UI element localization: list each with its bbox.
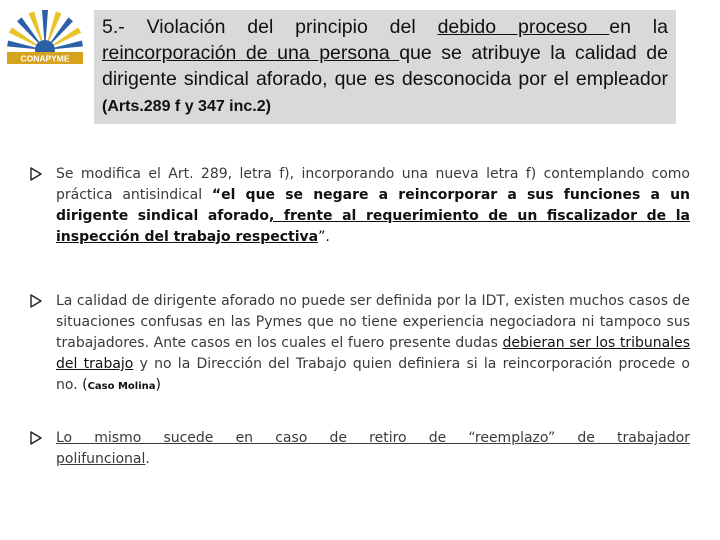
bullet-item: La calidad de dirigente aforado no puede ser definida por la IDT, existen muchos casos de situaciones confusas en las Pymes que no tiene experiencia negociadora ni tampoco sus trabajadores. Ante casos en los cuales el fuero presente dudas debieran ser los tribunales del trabajo y no la Dirección del Trabajo quien definiera si la reincorporación procede o no. (Caso Molina) <box>30 291 690 397</box>
arrow-bullet-icon <box>28 166 44 182</box>
conapyme-logo <box>4 2 86 68</box>
slide-title: 5.- Violación del principio del debido proceso en la reincorporación de una persona que se atribuye la calidad de dirigente sindical aforado, que es desconocida por el empleador (Arts.289 f y 347 inc.2) <box>102 16 668 115</box>
arrow-bullet-icon <box>28 293 44 309</box>
slide-title-box <box>94 10 676 124</box>
arrow-bullet-icon <box>28 430 44 446</box>
article-references: (Arts.289 f y 347 inc.2) <box>102 98 271 115</box>
svg-text:CONAPYME: CONAPYME <box>20 53 70 64</box>
bullet-item: Lo mismo sucede en caso de retiro de “reemplazo” de trabajador polifuncional. <box>30 428 690 470</box>
bullet-item: Se modifica el Art. 289, letra f), incorporando una nueva letra f) contemplando como práctica antisindical “el que se negare a reincorporar a sus funciones a un dirigente sindical aforado, frente al requerimiento de un fiscalizador de la inspección del trabajo respectiva”. <box>30 164 690 248</box>
bullet-list <box>30 164 690 470</box>
